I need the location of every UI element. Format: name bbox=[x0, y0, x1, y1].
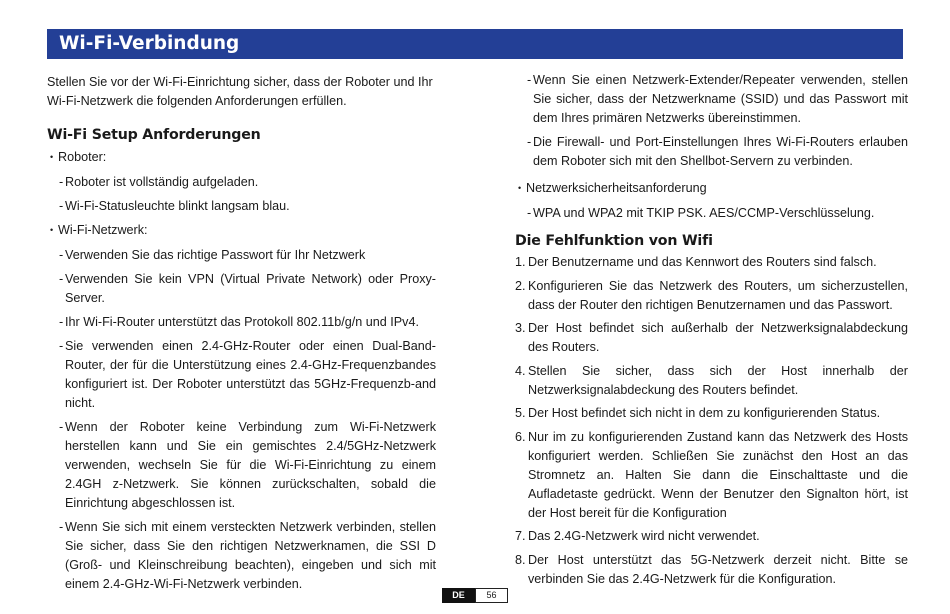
numbered-item-text: Nur im zu konfigurierenden Zustand kann das Netzwerk des Hosts konfiguriert werden. Schließen Sie zunächst den Host an das Stromnetz an. Halten Sie dann die Einschalttaste und die Aufladetaste gedrückt. Wenn der Benutzer den Signalton hört, ist der Host bereit für die Konfiguration bbox=[528, 429, 908, 520]
page-title: Wi-Fi-Verbindung bbox=[47, 29, 903, 59]
list-item: - Wi-Fi-Statusleuchte blinkt langsam blau. bbox=[59, 199, 290, 213]
item-number: 8. bbox=[515, 552, 526, 567]
numbered-item-text: Der Host unterstützt das 5G-Netzwerk derzeit nicht. Bitte se verbinden Sie das 2.4G-Netzwerk für die Konfiguration. bbox=[528, 552, 908, 586]
list-item-text: WPA und WPA2 mit TKIP PSK. AES/CCMP-Verschlüsselung. bbox=[533, 206, 875, 220]
list-item-text: Verwenden Sie kein VPN (Virtual Private Network) oder Proxy-Server. bbox=[65, 272, 436, 305]
language-badge: DE bbox=[442, 588, 475, 603]
robot-label: • Roboter: bbox=[47, 148, 436, 167]
list-item: - Wenn Sie sich mit einem versteckten Netzwerk verbinden, stellen Sie sicher, dass Sie den richtigen Netzwerknamen, die SSI D (Groß- und Kleinschreibung beachten), eingeben und sich mit einem 2.4-GHz-Wi-Fi-Netzwerk verbinden. bbox=[59, 520, 436, 591]
numbered-item-text: Stellen Sie sicher, dass sich der Host innerhalb der Netzwerksignalabdeckung des Routers befindet. bbox=[528, 363, 908, 397]
list-item: - Wenn der Roboter keine Verbindung zum Wi-Fi-Netzwerk herstellen kann und Sie ein gemischtes 2.4/5GHz-Netzwerk verwenden, wechseln Sie für die Wi-Fi-Einrichtung zu einem 2.4GH z-Netzwerk. Sie können zurückschalten, sobald die Einrichtung abgeschlossen ist. bbox=[59, 420, 436, 510]
numbered-item bbox=[515, 319, 908, 357]
item-number: 3. bbox=[515, 321, 526, 335]
numbered-item-text: Konfigurieren Sie das Netzwerk des Routers, um sicherzustellen, dass der Router den richtigen Benutzernamen und das Passwort. bbox=[528, 278, 908, 312]
list-item: - Die Firewall- und Port-Einstellungen Ihres Wi-Fi-Routers erlauben dem Roboter sich mit den Shellbot-Servern zu verbinden. bbox=[527, 135, 908, 168]
item-number: 1. bbox=[515, 255, 526, 269]
list-item-text: Wenn Sie sich mit einem versteckten Netzwerk verbinden, stellen Sie sicher, dass Sie den richtigen Netzwerknamen, die SSI D (Groß- und Kleinschreibung beachten), eingeben und sich mit einem 2.4-GHz-Wi-Fi-Netzwerk verbinden. bbox=[65, 520, 436, 591]
list-item-text: Roboter ist vollständig aufgeladen. bbox=[65, 175, 259, 189]
right-column bbox=[515, 71, 908, 593]
list-item-text: Die Firewall- und Port-Einstellungen Ihres Wi-Fi-Routers erlauben dem Roboter sich mit den Shellbot-Servern zu verbinden. bbox=[533, 135, 908, 168]
item-number: 2. bbox=[515, 278, 526, 293]
numbered-item bbox=[515, 428, 908, 523]
list-item: - Roboter ist vollständig aufgeladen. bbox=[59, 175, 259, 189]
numbered-item bbox=[515, 551, 908, 589]
list-item: - Verwenden Sie das richtige Passwort für Ihr Netzwerk bbox=[59, 248, 366, 262]
list-item-text: Verwenden Sie das richtige Passwort für Ihr Netzwerk bbox=[65, 248, 366, 262]
numbered-item bbox=[515, 527, 908, 546]
network-label: • Wi-Fi-Netzwerk: bbox=[47, 221, 436, 240]
troubleshooting-heading: Die Fehlfunktion von Wifi bbox=[515, 233, 713, 249]
numbered-item-text: Das 2.4G-Netzwerk wird nicht verwendet. bbox=[528, 529, 760, 543]
numbered-item bbox=[515, 253, 908, 272]
intro-paragraph: Stellen Sie vor der Wi-Fi-Einrichtung sicher, dass der Roboter und Ihr Wi-Fi-Netzwerk die folgenden Anforderungen erfüllen. bbox=[47, 75, 433, 108]
list-item-text: Ihr Wi-Fi-Router unterstützt das Protokoll 802.11b/g/n und IPv4. bbox=[65, 315, 419, 329]
security-label: • Netzwerksicherheitsanforderung bbox=[515, 179, 908, 198]
list-item: - Ihr Wi-Fi-Router unterstützt das Protokoll 802.11b/g/n und IPv4. bbox=[59, 315, 419, 329]
numbered-item bbox=[515, 404, 908, 423]
list-item: - WPA und WPA2 mit TKIP PSK. AES/CCMP-Verschlüsselung. bbox=[527, 206, 875, 220]
numbered-item bbox=[515, 277, 908, 315]
numbered-item-text: Der Host befindet sich außerhalb der Netzwerksignalabdeckung des Routers. bbox=[528, 321, 908, 354]
item-number: 7. bbox=[515, 529, 526, 543]
numbered-item-text: Der Benutzername und das Kennwort des Routers sind falsch. bbox=[528, 255, 877, 269]
numbered-item bbox=[515, 362, 908, 400]
numbered-item-text: Der Host befindet sich nicht in dem zu konfigurierenden Status. bbox=[528, 406, 881, 420]
list-item-text: Wenn der Roboter keine Verbindung zum Wi-Fi-Netzwerk herstellen kann und Sie ein gemischtes 2.4/5GHz-Netzwerk verwenden, wechseln Sie für die Wi-Fi-Einrichtung zu einem 2.4GH z-Netzwerk. Sie können zurückschalten, sobald die Einrichtung abgeschlossen ist. bbox=[65, 420, 436, 510]
list-item: - Sie verwenden einen 2.4-GHz-Router oder einen Dual-Band-Router, der für die Unterstützung eines 2.4-GHz-Frequenzbandes konfiguriert ist. Der Roboter unterstützt das 5GHz-Frequenzb-and nicht. bbox=[59, 339, 436, 410]
page-number-box bbox=[442, 588, 508, 603]
left-column bbox=[47, 73, 436, 599]
list-item: - Wenn Sie einen Netzwerk-Extender/Repeater verwenden, stellen Sie sicher, dass der Netzwerkname (SSID) und das Passwort mit dem Ihres primären Netzwerks übereinstimmen. bbox=[527, 73, 908, 125]
page-number: 56 bbox=[475, 588, 508, 603]
list-item-text: Sie verwenden einen 2.4-GHz-Router oder einen Dual-Band-Router, der für die Unterstützung eines 2.4-GHz-Frequenzbandes konfiguriert ist. Der Roboter unterstützt das 5GHz-Frequenzb-and nicht. bbox=[65, 339, 436, 410]
list-item: - Verwenden Sie kein VPN (Virtual Private Network) oder Proxy-Server. bbox=[59, 272, 436, 305]
item-number: 4. bbox=[515, 363, 526, 378]
list-item-text: Wi-Fi-Statusleuchte blinkt langsam blau. bbox=[65, 199, 290, 213]
setup-heading: Wi-Fi Setup Anforderungen bbox=[47, 127, 261, 143]
item-number: 6. bbox=[515, 429, 526, 444]
item-number: 5. bbox=[515, 406, 526, 420]
list-item-text: Wenn Sie einen Netzwerk-Extender/Repeater verwenden, stellen Sie sicher, dass der Netzwerkname (SSID) und das Passwort mit dem Ihres primären Netzwerks übereinstimmen. bbox=[533, 73, 908, 125]
